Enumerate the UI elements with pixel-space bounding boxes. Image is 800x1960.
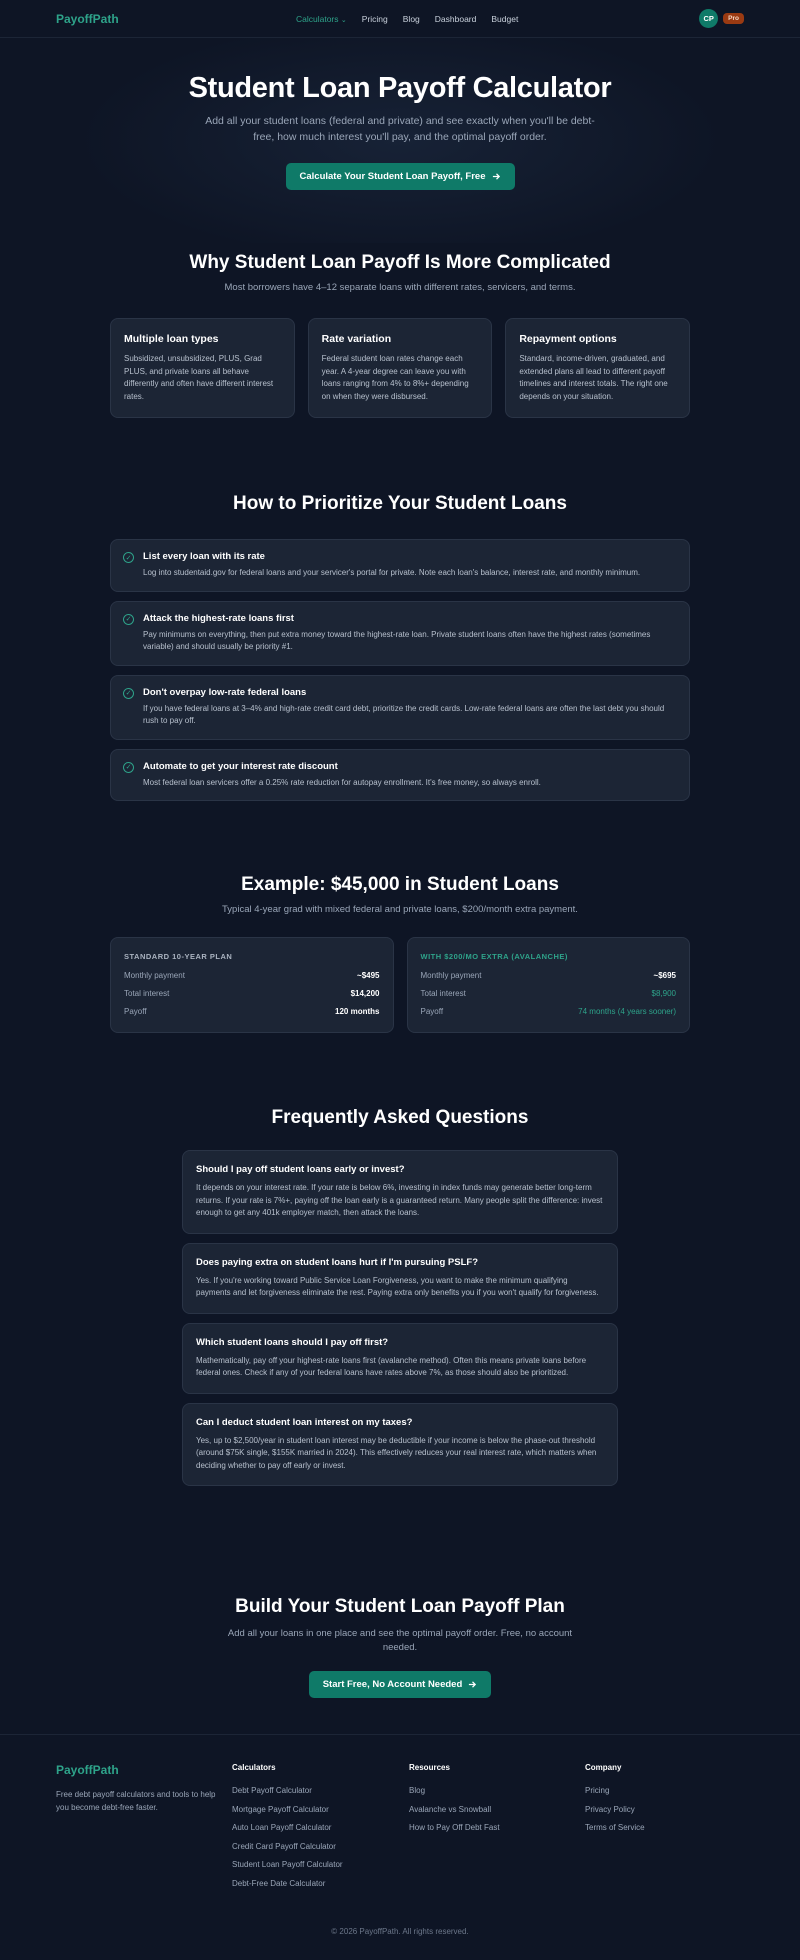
prioritize-section bbox=[0, 493, 800, 810]
calculate-button-label: Calculate Your Student Loan Payoff, Free bbox=[299, 171, 486, 182]
footer-link[interactable]: Debt Payoff Calculator bbox=[232, 1786, 312, 1795]
step-title: List every loan with its rate bbox=[143, 551, 265, 562]
faq-section bbox=[0, 1107, 800, 1495]
why-card-text: Standard, income-driven, graduated, and extended plans all lead to different payoff timelines and interest totals. The right one depends on your situation. bbox=[519, 354, 668, 401]
pro-badge: Pro bbox=[723, 13, 744, 24]
standard-plan-card bbox=[110, 937, 394, 1033]
footer-link[interactable]: Avalanche vs Snowball bbox=[409, 1804, 492, 1814]
cta-title: Build Your Student Loan Payoff Plan bbox=[235, 1596, 565, 1617]
step-item bbox=[110, 675, 690, 740]
example-section bbox=[0, 874, 800, 1033]
faq-question: Should I pay off student loans early or invest? bbox=[196, 1164, 405, 1175]
footer-col-head: Calculators bbox=[232, 1763, 276, 1772]
footer-link[interactable]: Student Loan Payoff Calculator bbox=[232, 1860, 343, 1869]
row-value: 74 months (4 years sooner) bbox=[578, 1007, 676, 1016]
footer-link[interactable]: Blog bbox=[409, 1786, 426, 1795]
why-card-title: Rate variation bbox=[321, 333, 392, 345]
plan-row bbox=[421, 989, 677, 998]
why-card-title: Multiple loan types bbox=[124, 333, 219, 345]
row-label: Monthly payment bbox=[124, 971, 185, 980]
footer-link[interactable]: How to Pay Off Debt Fast bbox=[409, 1823, 500, 1832]
start-free-button-label: Start Free, No Account Needed bbox=[322, 1679, 463, 1690]
why-subtitle: Most borrowers have 4–12 separate loans with different rates, servicers, and terms. bbox=[224, 282, 576, 293]
top-nav bbox=[0, 0, 800, 38]
faq-answer: Yes, up to $2,500/year in student loan interest may be deductible if your income is below the phase-out threshold (around $75K single, $155K married in 2024). This effectively reduces your real interest rate, which matters when deciding whether to pay off early or invest. bbox=[196, 1435, 597, 1470]
arrow-right-icon bbox=[492, 172, 501, 181]
footer-link[interactable]: Debt-Free Date Calculator bbox=[232, 1878, 326, 1888]
plan-row bbox=[421, 1007, 677, 1016]
row-value: ~$695 bbox=[653, 971, 676, 980]
faq-item[interactable] bbox=[182, 1243, 618, 1314]
footer-link[interactable]: Credit Card Payoff Calculator bbox=[232, 1841, 336, 1851]
row-value: $14,200 bbox=[350, 989, 380, 998]
footer-brand bbox=[56, 1763, 216, 1814]
why-card-text: Subsidized, unsubsidized, PLUS, Grad PLUS, and private loans all behave differently and often have different interest rates. bbox=[124, 354, 274, 401]
footer-col-head: Resources bbox=[409, 1763, 450, 1772]
footer-logo[interactable]: PayoffPath bbox=[56, 1763, 119, 1777]
faq-answer: Mathematically, pay off your highest-rate loans first (avalanche method). Often this means private loans before federal ones. Check if any of your federal loans have rates above 7%, as those should also be prioritized. bbox=[196, 1355, 587, 1377]
faq-item[interactable] bbox=[182, 1150, 618, 1234]
footer-link[interactable]: Auto Loan Payoff Calculator bbox=[232, 1823, 332, 1832]
faq-answer: Yes. If you're working toward Public Service Loan Forgiveness, you want to make the minimum qualifying payments and let forgiveness eliminate the rest. Paying extra only benefits you if you won't qualify for forgiveness. bbox=[196, 1275, 599, 1297]
example-cards bbox=[110, 937, 690, 1033]
nav-links bbox=[296, 0, 518, 38]
plan-label: WITH $200/MO EXTRA (AVALANCHE) bbox=[420, 952, 568, 961]
footer bbox=[0, 1734, 800, 1960]
nav-user bbox=[699, 9, 744, 28]
start-free-button[interactable] bbox=[309, 1671, 492, 1698]
row-label: Total interest bbox=[124, 989, 170, 998]
nav-budget[interactable]: Budget bbox=[491, 14, 519, 24]
prioritize-title: How to Prioritize Your Student Loans bbox=[233, 493, 567, 514]
logo[interactable]: PayoffPath bbox=[56, 11, 119, 26]
calculate-button[interactable] bbox=[286, 163, 515, 190]
footer-col-resources bbox=[409, 1763, 500, 1842]
check-circle-icon: ✓ bbox=[123, 762, 134, 773]
faq-item[interactable] bbox=[182, 1323, 618, 1394]
footer-description: Free debt payoff calculators and tools to help you become debt-free faster. bbox=[56, 1790, 216, 1812]
why-section bbox=[0, 252, 800, 418]
plan-row bbox=[124, 1007, 380, 1016]
row-value: $8,900 bbox=[651, 989, 676, 998]
row-label: Payoff bbox=[124, 1007, 147, 1016]
faq-answer: It depends on your interest rate. If your rate is below 6%, investing in index funds may generate better long-term returns. If your rate is 7%+, paying off the loan early is a guaranteed return. Many people split the difference: invest enough to get any 401k employer match, then attack the loans. bbox=[196, 1183, 603, 1217]
nav-blog[interactable]: Blog bbox=[402, 14, 420, 24]
row-label: Monthly payment bbox=[420, 971, 482, 980]
step-text: Most federal loan servicers offer a 0.25% rate reduction for autopay enrollment. It's free money, so always enroll. bbox=[143, 777, 541, 787]
avatar[interactable]: CP bbox=[699, 9, 718, 28]
nav-pricing[interactable]: Pricing bbox=[361, 14, 388, 24]
avalanche-plan-card bbox=[407, 937, 691, 1033]
why-card bbox=[308, 318, 493, 418]
footer-col-company bbox=[585, 1763, 645, 1842]
check-circle-icon: ✓ bbox=[123, 614, 134, 625]
example-title: Example: $45,000 in Student Loans bbox=[241, 874, 559, 895]
row-label: Total interest bbox=[420, 989, 466, 998]
step-text: Log into studentaid.gov for federal loans and your servicer's portal for private. Note each loan's balance, interest rate, and monthly minimum. bbox=[143, 568, 641, 577]
step-item bbox=[110, 749, 690, 802]
faq-question: Can I deduct student loan interest on my taxes? bbox=[196, 1416, 413, 1428]
nav-calculators[interactable] bbox=[296, 14, 347, 24]
plan-row bbox=[421, 971, 677, 980]
row-value: ~$495 bbox=[357, 971, 380, 980]
check-circle-icon: ✓ bbox=[123, 552, 134, 563]
plan-row bbox=[124, 989, 380, 998]
page-title: Student Loan Payoff Calculator bbox=[188, 72, 612, 104]
why-card-title: Repayment options bbox=[519, 333, 617, 345]
plan-label: STANDARD 10-YEAR PLAN bbox=[124, 952, 233, 961]
step-item bbox=[110, 601, 690, 666]
copyright: © 2026 PayoffPath. All rights reserved. bbox=[331, 1927, 469, 1936]
footer-link[interactable]: Terms of Service bbox=[585, 1823, 645, 1832]
faq-question: Which student loans should I pay off first? bbox=[196, 1336, 389, 1348]
footer-link[interactable]: Pricing bbox=[585, 1786, 610, 1795]
why-card bbox=[110, 318, 295, 418]
footer-link[interactable]: Mortgage Payoff Calculator bbox=[232, 1804, 329, 1814]
footer-col-head: Company bbox=[585, 1763, 622, 1772]
row-label: Payoff bbox=[420, 1007, 444, 1016]
step-title: Attack the highest-rate loans first bbox=[143, 612, 294, 624]
chevron-down-icon: ⌄ bbox=[340, 17, 347, 24]
faq-item[interactable] bbox=[182, 1403, 618, 1487]
faq-title: Frequently Asked Questions bbox=[271, 1107, 529, 1128]
example-subtitle: Typical 4-year grad with mixed federal and private loans, $200/month extra payment. bbox=[222, 904, 578, 915]
hero bbox=[0, 38, 800, 243]
check-circle-icon: ✓ bbox=[123, 688, 134, 699]
why-card bbox=[505, 318, 690, 418]
nav-calculators-label: Calculators bbox=[296, 14, 339, 24]
why-card-text: Federal student loan rates change each year. A 4-year degree can leave you with loans ranging from 4% to 8%+ depending on when they were disbursed. bbox=[321, 354, 469, 401]
cta-subtitle: Add all your loans in one place and see the optimal payoff order. Free, no account needed. bbox=[227, 1628, 573, 1653]
row-value: 120 months bbox=[335, 1007, 380, 1016]
step-title: Automate to get your interest rate discount bbox=[143, 760, 338, 772]
hero-subtitle: Add all your student loans (federal and private) and see exactly when you'll be debt-free, how much interest you'll pay, and the optimal payoff order. bbox=[205, 115, 595, 143]
cta-section bbox=[0, 1596, 800, 1698]
faq-question: Does paying extra on student loans hurt if I'm pursuing PSLF? bbox=[196, 1256, 479, 1268]
why-cards bbox=[110, 318, 690, 418]
plan-row bbox=[124, 971, 380, 980]
footer-link[interactable]: Privacy Policy bbox=[585, 1804, 635, 1814]
step-text: If you have federal loans at 3–4% and high-rate credit card debt, prioritize the credit cards. Low-rate federal loans are often the last debt you should rush to pay off. bbox=[143, 703, 665, 725]
step-text: Pay minimums on everything, then put extra money toward the highest-rate loan. Private student loans often have the highest rates (sometimes variable) and should usually be priority #1. bbox=[143, 629, 651, 651]
nav-dashboard[interactable]: Dashboard bbox=[434, 14, 477, 24]
step-item bbox=[110, 539, 690, 592]
footer-col-calculators bbox=[232, 1763, 343, 1897]
step-title: Don't overpay low-rate federal loans bbox=[143, 686, 307, 698]
arrow-right-icon bbox=[468, 1680, 477, 1689]
why-title: Why Student Loan Payoff Is More Complicated bbox=[189, 252, 611, 273]
